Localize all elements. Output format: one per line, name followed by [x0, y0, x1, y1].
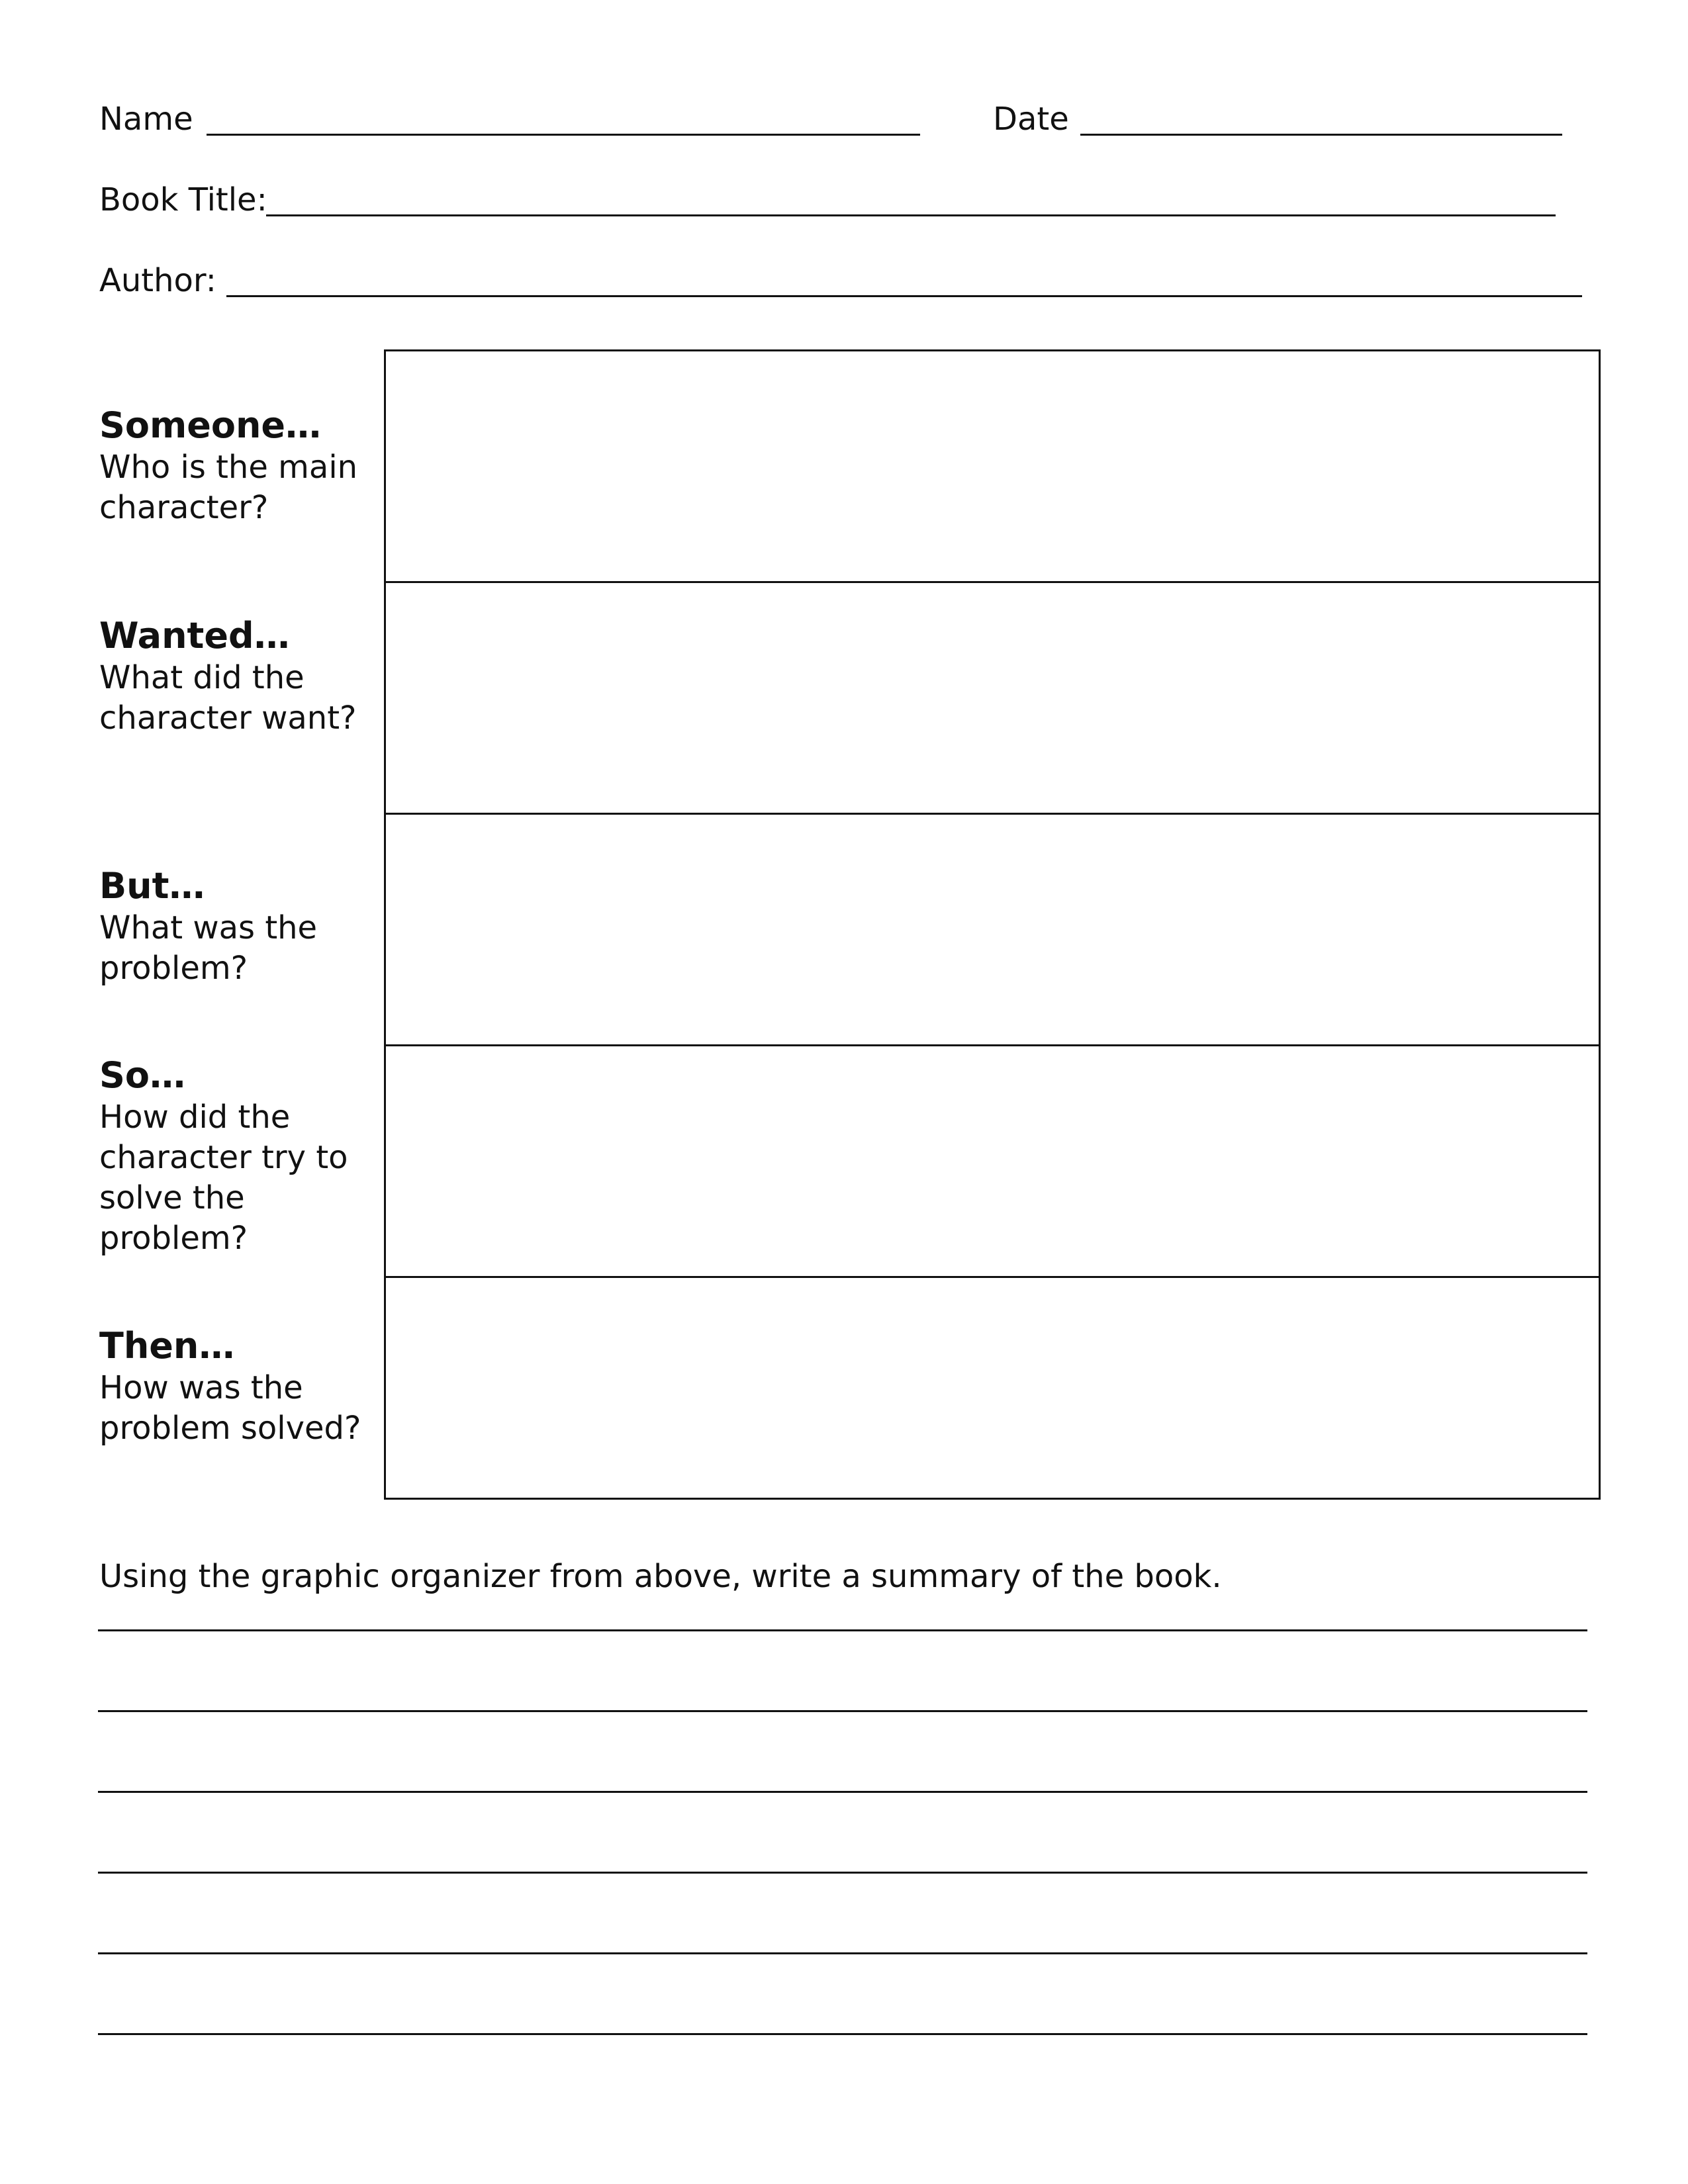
answer-box-someone[interactable] — [386, 351, 1599, 583]
row-label-then — [99, 1324, 377, 1449]
row-question: What did the character want? — [99, 659, 357, 737]
row-title: Then… — [99, 1325, 235, 1367]
summary-line[interactable] — [98, 1710, 1587, 1712]
row-title: Someone… — [99, 404, 322, 446]
answer-box-so[interactable] — [386, 1046, 1599, 1278]
row-question: What was the problem? — [99, 909, 318, 987]
row-question: How was the problem solved? — [99, 1369, 361, 1447]
summary-line[interactable] — [98, 1872, 1587, 1874]
book-title-field[interactable] — [266, 214, 1556, 216]
row-title: So… — [99, 1054, 185, 1096]
summary-line[interactable] — [98, 1952, 1587, 1954]
row-title: But… — [99, 865, 205, 907]
row-question: How did the character try to solve the problem? — [99, 1099, 348, 1257]
book-title-label: Book Title: — [99, 181, 267, 218]
answer-box-but[interactable] — [386, 815, 1599, 1046]
date-label: Date — [993, 101, 1069, 138]
summary-line[interactable] — [98, 2033, 1587, 2035]
name-field[interactable] — [207, 134, 920, 136]
graphic-organizer — [384, 349, 1601, 1500]
name-label: Name — [99, 101, 193, 138]
summary-prompt: Using the graphic organizer from above, write a summary of the book. — [99, 1558, 1222, 1595]
date-field[interactable] — [1080, 134, 1562, 136]
row-question: Who is the main character? — [99, 449, 358, 526]
summary-line[interactable] — [98, 1629, 1587, 1631]
row-label-wanted — [99, 614, 377, 739]
row-label-but — [99, 864, 377, 989]
summary-line[interactable] — [98, 1791, 1587, 1793]
row-title: Wanted… — [99, 615, 290, 657]
answer-box-then[interactable] — [386, 1278, 1599, 1508]
author-label: Author: — [99, 262, 216, 299]
answer-box-wanted[interactable] — [386, 583, 1599, 815]
row-label-someone — [99, 404, 377, 528]
row-label-so — [99, 1054, 377, 1259]
author-field[interactable] — [226, 295, 1582, 297]
